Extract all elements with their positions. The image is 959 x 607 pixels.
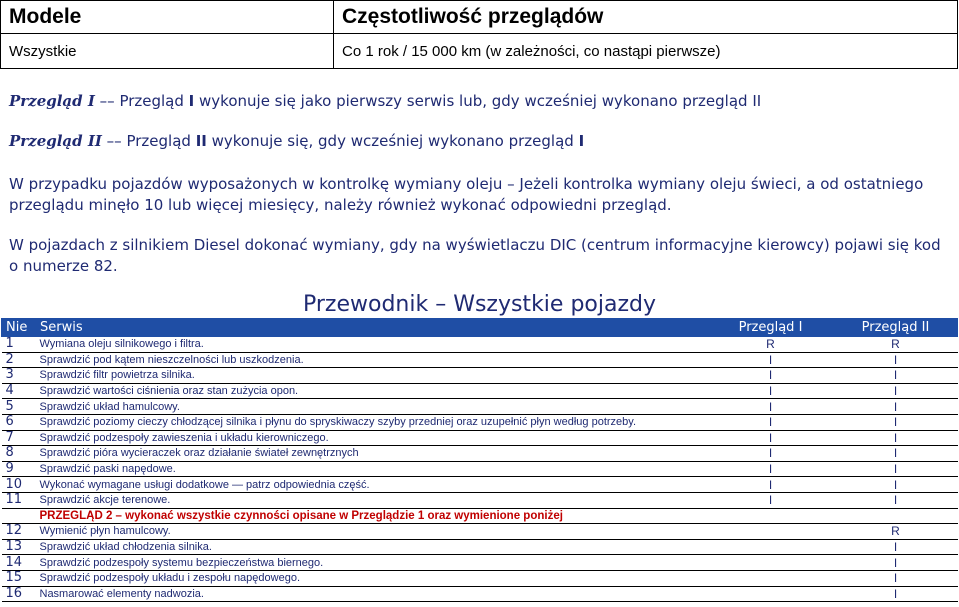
- service-description: Wymienić płyn hamulcowy.: [36, 524, 708, 540]
- inspection-2-code: I: [834, 539, 958, 555]
- inspection-2-code: I: [834, 477, 958, 493]
- service-description: Sprawdzić pióra wycieraczek oraz działanie świateł zewnętrznych: [36, 446, 708, 462]
- inspection-1-code: I: [708, 446, 834, 462]
- table-row: [2, 414, 958, 430]
- inspection-1-code: I: [708, 492, 834, 508]
- inspection-1-code: [708, 539, 834, 555]
- service-description: Nasmarować elementy nadwozia.: [36, 586, 708, 602]
- table-row: [2, 430, 958, 446]
- header-inspection-1: Przegląd I: [708, 319, 834, 337]
- inspection-1-code: [708, 524, 834, 540]
- service-description: Sprawdzić akcje terenowe.: [36, 492, 708, 508]
- service-description: Sprawdzić układ hamulcowy.: [36, 399, 708, 415]
- table-row: [2, 570, 958, 586]
- row-number: 6: [2, 414, 36, 430]
- table-row: [2, 539, 958, 555]
- inspection-1-code: I: [708, 383, 834, 399]
- inspection-2-code: R: [834, 337, 958, 353]
- inspection-1-code: I: [708, 399, 834, 415]
- table-row: [2, 352, 958, 368]
- text: Przegląd: [119, 92, 189, 110]
- header-service: Serwis: [36, 319, 708, 337]
- inspection-1-code: I: [708, 461, 834, 477]
- row-number: 15: [2, 570, 36, 586]
- inspection-1-code: I: [708, 352, 834, 368]
- row-number: 3: [2, 368, 36, 384]
- inspection-2-term: Przegląd II: [9, 132, 102, 150]
- inspection-2-code: I: [834, 446, 958, 462]
- table-row: [2, 586, 958, 602]
- inspection-2-code: I: [834, 368, 958, 384]
- inspection-2-code: I: [834, 383, 958, 399]
- service-description: Wymiana oleju silnikowego i filtra.: [36, 337, 708, 353]
- row-number: 5: [2, 399, 36, 415]
- note-text: PRZEGLĄD 2 – wykonać wszystkie czynności opisane w Przeglądzie 1 oraz wymienione poniżej: [36, 508, 958, 524]
- row-number: 4: [2, 383, 36, 399]
- table-body-b: [2, 524, 958, 602]
- text: wykonuje się, gdy wcześniej wykonano przegląd: [206, 132, 579, 150]
- table-row: [2, 399, 958, 415]
- row-number: 14: [2, 555, 36, 571]
- text: wykonuje się jako pierwszy serwis lub, gdy wcześniej wykonano przegląd II: [194, 92, 762, 110]
- service-description: Sprawdzić wartości ciśnienia oraz stan zużycia opon.: [36, 383, 708, 399]
- paragraph-diesel: W pojazdach z silnikiem Diesel dokonać wymiany, gdy na wyświetlaczu DIC (centrum informacyjne kierowcy) pojawi się kod o numerze 82.: [9, 236, 941, 275]
- header-inspection-2: Przegląd II: [834, 319, 958, 337]
- inspection-1-code: I: [708, 414, 834, 430]
- bold-roman: I: [578, 132, 585, 150]
- paragraph-inspection-2: [9, 131, 954, 152]
- row-number: 2: [2, 352, 36, 368]
- models-title: Modele: [1, 1, 334, 34]
- service-description: Wykonać wymagane usługi dodatkowe — patrz odpowiednia część.: [36, 477, 708, 493]
- inspection-1-code: I: [708, 430, 834, 446]
- inspection-2-code: I: [834, 586, 958, 602]
- table-row: [2, 524, 958, 540]
- guide-title: Przewodnik – Wszystkie pojazdy: [302, 292, 656, 317]
- table-row: [2, 337, 958, 353]
- inspection-1-code: I: [708, 368, 834, 384]
- service-table: [1, 318, 958, 602]
- row-number: 1: [2, 337, 36, 353]
- row-number: 10: [2, 477, 36, 493]
- row-number: 16: [2, 586, 36, 602]
- inspection-2-code: I: [834, 430, 958, 446]
- table-row: [2, 446, 958, 462]
- inspection-2-code: I: [834, 492, 958, 508]
- table-body-a: [2, 337, 958, 509]
- service-description: Sprawdzić układ chłodzenia silnika.: [36, 539, 708, 555]
- bold-roman: I: [188, 92, 195, 110]
- service-description: Sprawdzić podzespoły układu i zespołu napędowego.: [36, 570, 708, 586]
- dash: ––: [94, 92, 120, 110]
- row-number: 7: [2, 430, 36, 446]
- table-row: [2, 555, 958, 571]
- models-value: Wszystkie: [1, 34, 334, 69]
- inspection-1-term: Przegląd I: [9, 92, 95, 110]
- service-description: Sprawdzić filtr powietrza silnika.: [36, 368, 708, 384]
- service-description: Sprawdzić paski napędowe.: [36, 461, 708, 477]
- inspection-2-code: I: [834, 414, 958, 430]
- inspection-2-code: I: [834, 570, 958, 586]
- inspection-2-code: R: [834, 524, 958, 540]
- inspection-1-code: [708, 555, 834, 571]
- paragraph-inspection-1: [9, 91, 954, 112]
- inspection-2-code: I: [834, 399, 958, 415]
- table-note-body: [2, 508, 958, 524]
- table-row: [2, 477, 958, 493]
- inspection-2-code: I: [834, 555, 958, 571]
- table-header-row: [2, 319, 958, 337]
- row-number: 11: [2, 492, 36, 508]
- service-description: Sprawdzić podzespoły zawieszenia i układu kierowniczego.: [36, 430, 708, 446]
- inspection-1-code: [708, 570, 834, 586]
- row-number: 12: [2, 524, 36, 540]
- frequency-value: Co 1 rok / 15 000 km (w zależności, co nastąpi pierwsze): [334, 34, 958, 69]
- table-row: [2, 461, 958, 477]
- service-description: Sprawdzić poziomy cieczy chłodzącej silnika i płynu do spryskiwaczy szyby przedniej oraz uzupełnić płyn według potrzeby.: [36, 414, 708, 430]
- text: Przegląd: [126, 132, 196, 150]
- row-number: 9: [2, 461, 36, 477]
- note-spacer: [2, 508, 36, 524]
- table-row: [2, 383, 958, 399]
- inspection-1-code: R: [708, 337, 834, 353]
- service-description: Sprawdzić pod kątem nieszczelności lub uszkodzenia.: [36, 352, 708, 368]
- inspection-1-code: I: [708, 477, 834, 493]
- dash: ––: [101, 132, 127, 150]
- bold-roman: II: [195, 132, 207, 150]
- header-no: Nie: [2, 319, 36, 337]
- row-number: 8: [2, 446, 36, 462]
- header-table: [0, 0, 958, 69]
- inspection-2-code: I: [834, 461, 958, 477]
- row-number: 13: [2, 539, 36, 555]
- service-description: Sprawdzić podzespoły systemu bezpieczeństwa biernego.: [36, 555, 708, 571]
- inspection-1-code: [708, 586, 834, 602]
- inspection-2-code: I: [834, 352, 958, 368]
- note-row: [2, 508, 958, 524]
- frequency-title: Częstotliwość przeglądów: [334, 1, 958, 34]
- table-row: [2, 492, 958, 508]
- table-row: [2, 368, 958, 384]
- paragraph-oil-light: W przypadku pojazdów wyposażonych w kontrolkę wymiany oleju – Jeżeli kontrolka wymiany oleju świeci, a od ostatniego przeglądu minęło 10 lub więcej miesięcy, należy również wykonać odpowiedni przegląd.: [9, 175, 924, 214]
